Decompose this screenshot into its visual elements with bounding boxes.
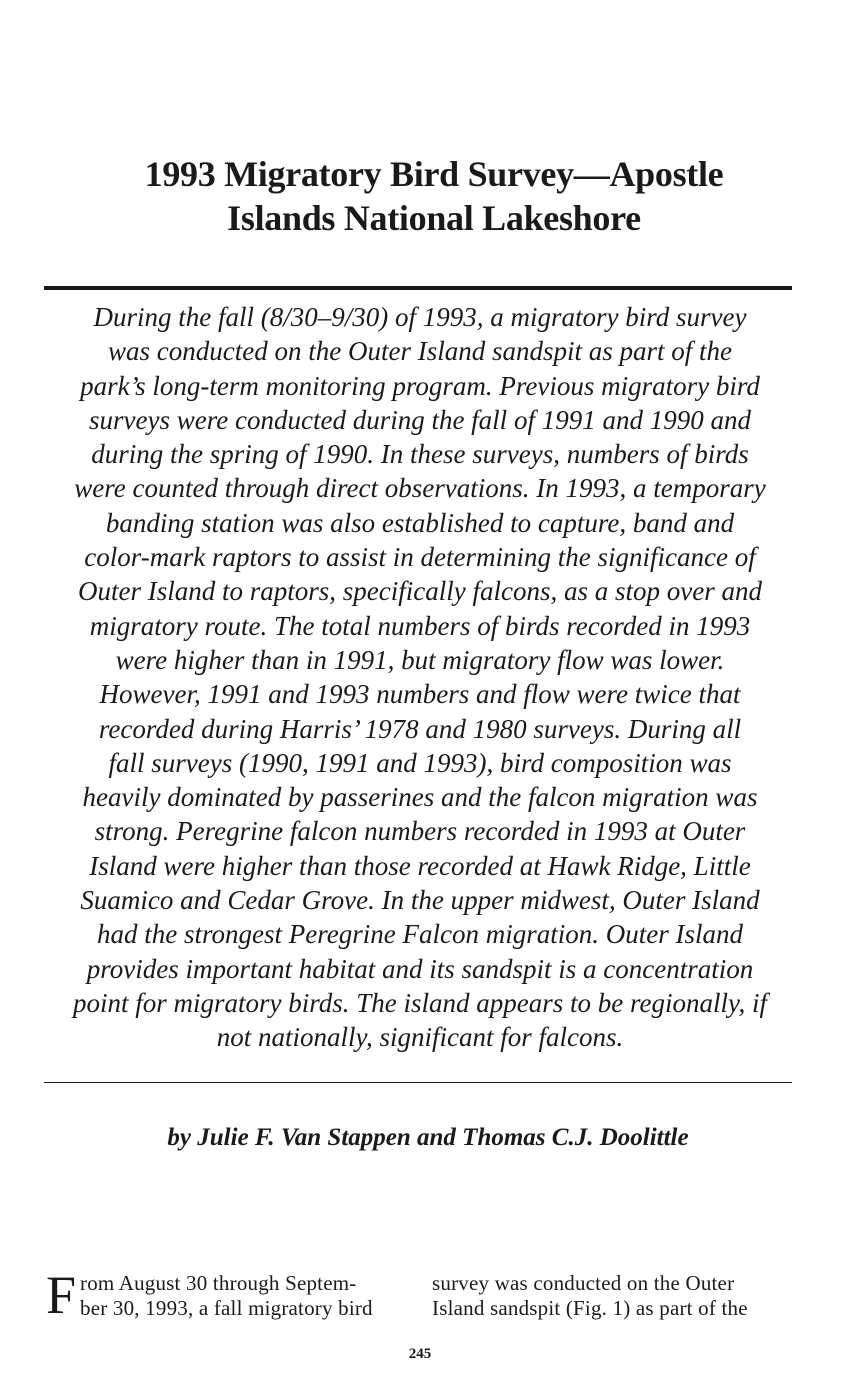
abstract-line: recorded during Harris’ 1978 and 1980 surveys. During all — [98, 713, 742, 744]
abstract-line: had the strongest Peregrine Falcon migration. Outer Island — [97, 919, 743, 950]
abstract-line: migratory route. The total numbers of birds recorded in 1993 — [89, 610, 751, 641]
abstract-line: strong. Peregrine falcon numbers recorded in 1993 at Outer — [94, 816, 746, 847]
page-number-text: 245 — [408, 1346, 432, 1362]
abstract-line: heavily dominated by passerines and the falcon migration was — [82, 782, 758, 813]
abstract-line: park’s long-term monitoring program. Previous migratory bird — [80, 370, 760, 401]
body-line: ber 30, 1993, a fall migratory bird — [80, 1296, 373, 1320]
abstract-line: color-mark raptors to assist in determining the significance of — [84, 542, 756, 573]
author-byline: by Julie F. Van Stappen and Thomas C.J. Doolittle — [167, 1124, 689, 1151]
abstract-line: point for migratory birds. The island appears to be regionally, if — [72, 987, 767, 1018]
body-line: survey was conducted on the Outer — [432, 1271, 735, 1295]
abstract-line: fall surveys (1990, 1991 and 1993), bird composition was — [108, 747, 732, 778]
thin-divider — [44, 1082, 792, 1083]
abstract-line: Island were higher than those recorded at Hawk Ridge, Little — [89, 850, 751, 881]
title-line: 1993 Migratory Bird Survey—Apostle — [144, 154, 724, 194]
abstract-line: Outer Island to raptors, specifically falcons, as a stop over and — [78, 576, 762, 607]
abstract — [38, 300, 802, 1055]
abstract-line: Suamico and Cedar Grove. In the upper midwest, Outer Island — [80, 885, 760, 916]
abstract-line: surveys were conducted during the fall of 1991 and 1990 and — [89, 404, 751, 435]
abstract-line: were counted through direct observations. In 1993, a temporary — [74, 473, 766, 504]
title-line: Islands National Lakeshore — [227, 198, 641, 238]
body-column-right — [432, 1271, 800, 1321]
abstract-line: were higher than in 1991, but migratory flow was lower. — [115, 644, 725, 675]
abstract-line: banding station was also established to capture, band and — [105, 507, 735, 538]
thick-divider — [44, 286, 792, 290]
abstract-line: However, 1991 and 1993 numbers and flow were twice that — [99, 679, 741, 710]
abstract-line: not nationally, significant for falcons. — [216, 1022, 624, 1053]
drop-cap: F — [46, 1265, 77, 1325]
abstract-line: during the spring of 1990. In these surveys, numbers of birds — [91, 439, 749, 470]
article-title — [60, 152, 808, 240]
page-number — [0, 1344, 868, 1364]
body-column-left — [46, 1265, 414, 1325]
body-line: rom August 30 through Septem- — [80, 1271, 357, 1295]
abstract-line: provides important habitat and its sandspit is a concentration — [86, 953, 754, 984]
body-line: Island sandspit (Fig. 1) as part of the — [432, 1296, 748, 1320]
abstract-line: During the fall (8/30–9/30) of 1993, a migratory bird survey — [93, 302, 747, 332]
abstract-line: was conducted on the Outer Island sandspit as part of the — [108, 336, 732, 367]
